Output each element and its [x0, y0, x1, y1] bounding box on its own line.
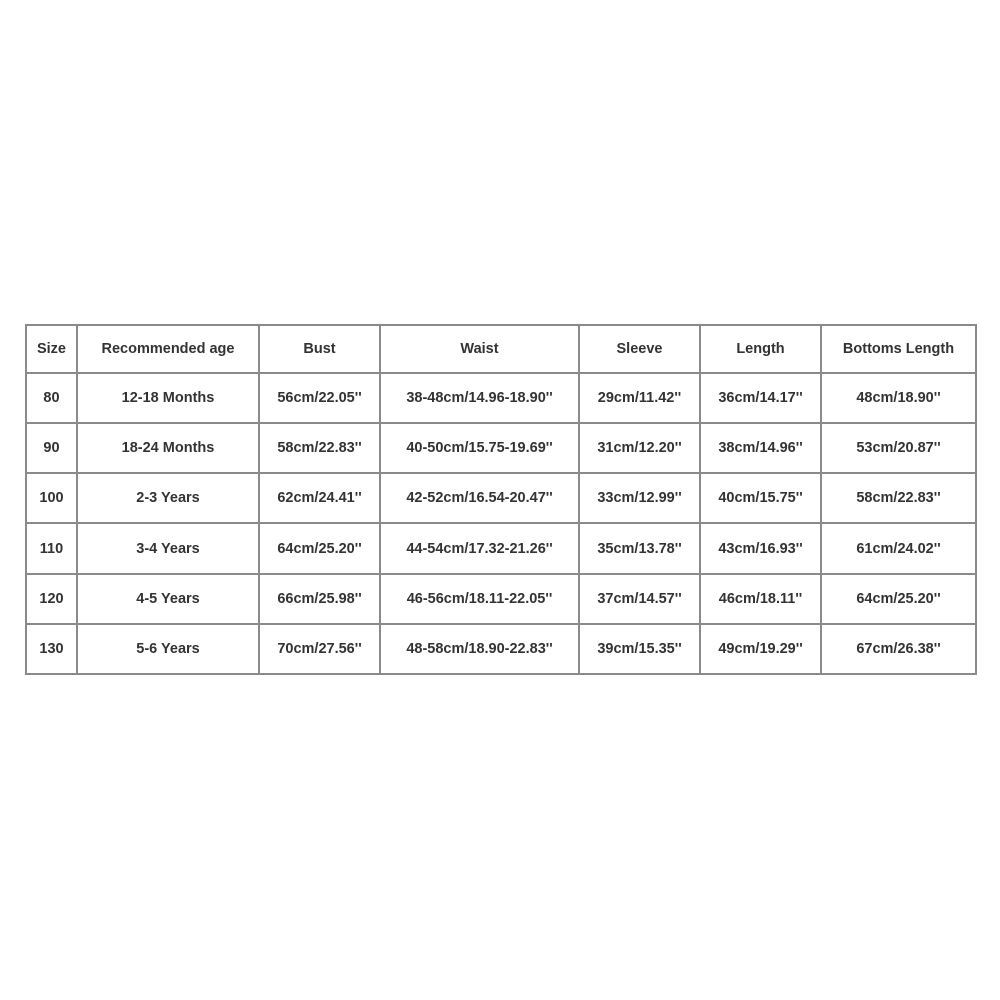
cell-bust: 64cm/25.20''	[259, 523, 380, 573]
cell-length: 46cm/18.11''	[700, 574, 821, 624]
cell-bust: 62cm/24.41''	[259, 473, 380, 523]
cell-recommended-age: 5-6 Years	[77, 624, 259, 674]
cell-bust: 70cm/27.56''	[259, 624, 380, 674]
cell-sleeve: 29cm/11.42''	[579, 373, 700, 423]
header-bust: Bust	[259, 325, 380, 373]
cell-bottoms-length: 53cm/20.87''	[821, 423, 976, 473]
header-recommended-age: Recommended age	[77, 325, 259, 373]
cell-size: 110	[26, 523, 77, 573]
cell-waist: 42-52cm/16.54-20.47''	[380, 473, 579, 523]
cell-bottoms-length: 64cm/25.20''	[821, 574, 976, 624]
cell-recommended-age: 12-18 Months	[77, 373, 259, 423]
table-header-row	[26, 325, 976, 373]
size-chart-table	[25, 324, 977, 675]
cell-sleeve: 35cm/13.78''	[579, 523, 700, 573]
cell-waist: 44-54cm/17.32-21.26''	[380, 523, 579, 573]
cell-length: 36cm/14.17''	[700, 373, 821, 423]
cell-sleeve: 37cm/14.57''	[579, 574, 700, 624]
header-length: Length	[700, 325, 821, 373]
table-row	[26, 423, 976, 473]
header-size: Size	[26, 325, 77, 373]
cell-waist: 40-50cm/15.75-19.69''	[380, 423, 579, 473]
cell-size: 90	[26, 423, 77, 473]
cell-waist: 46-56cm/18.11-22.05''	[380, 574, 579, 624]
cell-bust: 56cm/22.05''	[259, 373, 380, 423]
cell-recommended-age: 3-4 Years	[77, 523, 259, 573]
cell-bottoms-length: 67cm/26.38''	[821, 624, 976, 674]
cell-bottoms-length: 61cm/24.02''	[821, 523, 976, 573]
header-sleeve: Sleeve	[579, 325, 700, 373]
cell-recommended-age: 18-24 Months	[77, 423, 259, 473]
cell-length: 43cm/16.93''	[700, 523, 821, 573]
cell-size: 80	[26, 373, 77, 423]
cell-bottoms-length: 58cm/22.83''	[821, 473, 976, 523]
table-row	[26, 473, 976, 523]
cell-sleeve: 33cm/12.99''	[579, 473, 700, 523]
cell-bottoms-length: 48cm/18.90''	[821, 373, 976, 423]
header-bottoms-length: Bottoms Length	[821, 325, 976, 373]
cell-bust: 58cm/22.83''	[259, 423, 380, 473]
cell-size: 130	[26, 624, 77, 674]
cell-sleeve: 31cm/12.20''	[579, 423, 700, 473]
cell-sleeve: 39cm/15.35''	[579, 624, 700, 674]
cell-length: 40cm/15.75''	[700, 473, 821, 523]
cell-length: 38cm/14.96''	[700, 423, 821, 473]
cell-size: 100	[26, 473, 77, 523]
cell-length: 49cm/19.29''	[700, 624, 821, 674]
table-row	[26, 373, 976, 423]
header-waist: Waist	[380, 325, 579, 373]
cell-recommended-age: 2-3 Years	[77, 473, 259, 523]
cell-waist: 48-58cm/18.90-22.83''	[380, 624, 579, 674]
cell-waist: 38-48cm/14.96-18.90''	[380, 373, 579, 423]
table-row	[26, 624, 976, 674]
cell-recommended-age: 4-5 Years	[77, 574, 259, 624]
cell-bust: 66cm/25.98''	[259, 574, 380, 624]
cell-size: 120	[26, 574, 77, 624]
table-row	[26, 574, 976, 624]
table-row	[26, 523, 976, 573]
